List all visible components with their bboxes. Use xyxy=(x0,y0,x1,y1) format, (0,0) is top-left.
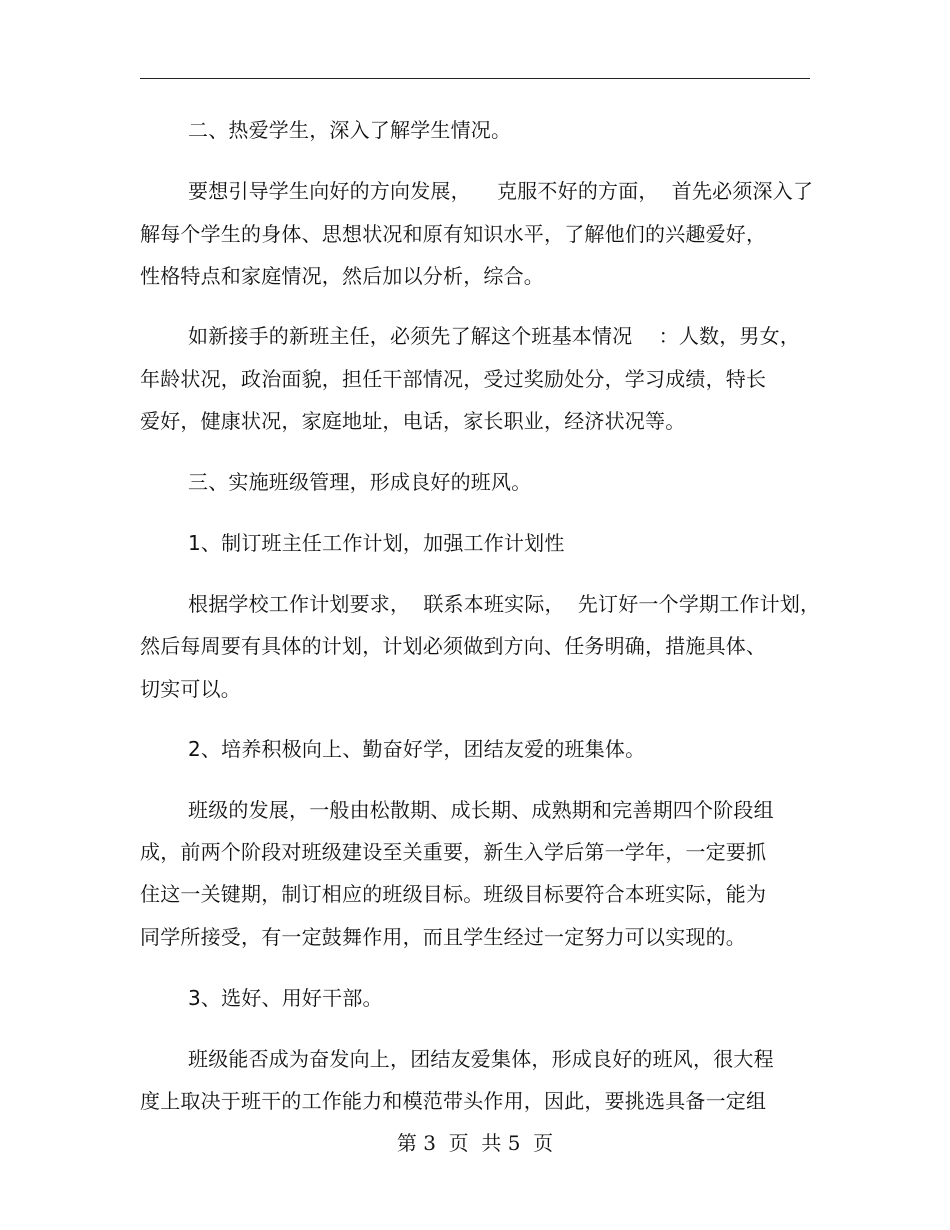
paragraph-line: 解每个学生的身体、思想状况和原有知识水平，了解他们的兴趣爱好， xyxy=(140,222,767,246)
paragraph-line: 然后每周要有具体的计划，计划必须做到方向、任务明确，措施具体、 xyxy=(140,634,767,658)
paragraph-line: 住这一关键期，制订相应的班级目标。班级目标要符合本班实际，能为 xyxy=(140,882,767,906)
header-rule xyxy=(140,78,810,79)
subsection-heading: 2、培养积极向上、勤奋好学，团结友爱的班集体。 xyxy=(188,737,646,761)
section-heading: 三、实施班级管理，形成良好的班风。 xyxy=(188,470,532,494)
paragraph-line: 要想引导学生向好的方向发展， 克服不好的方面， 首先必须深入了 xyxy=(188,179,814,203)
paragraph-line: 成，前两个阶段对班级建设至关重要，新生入学后第一学年，一定要抓 xyxy=(140,840,767,864)
paragraph-line: 爱好，健康状况，家庭地址，电话，家长职业，经济状况等。 xyxy=(140,409,686,433)
paragraph-line: 班级能否成为奋发向上，团结友爱集体，形成良好的班风，很大程 xyxy=(188,1047,774,1071)
paragraph-line: 度上取决于班干的工作能力和模范带头作用，因此，要挑选具备一定组 xyxy=(140,1089,767,1113)
paragraph-line: 性格特点和家庭情况，然后加以分析，综合。 xyxy=(140,264,544,288)
paragraph-line: 切实可以。 xyxy=(140,677,241,701)
subsection-heading: 1、制订班主任工作计划，加强工作计划性 xyxy=(188,531,565,555)
paragraph-line: 根据学校工作计划要求， 联系本班实际， 先订好一个学期工作计划， xyxy=(188,592,821,616)
page-number: 第 3 页 共 5 页 xyxy=(396,1131,554,1155)
paragraph-line: 如新接手的新班主任，必须先了解这个班基本情况 ：人数，男女， xyxy=(188,324,801,348)
paragraph-line: 同学所接受，有一定鼓舞作用，而且学生经过一定努力可以实现的。 xyxy=(140,925,746,949)
subsection-heading: 3、选好、用好干部。 xyxy=(188,986,383,1010)
section-heading: 二、热爱学生，深入了解学生情况。 xyxy=(188,118,512,142)
paragraph-line: 班级的发展，一般由松散期、成长期、成熟期和完善期四个阶段组 xyxy=(188,798,774,822)
paragraph-line: 年龄状况，政治面貌，担任干部情况，受过奖励处分，学习成绩，特长 xyxy=(140,367,767,391)
